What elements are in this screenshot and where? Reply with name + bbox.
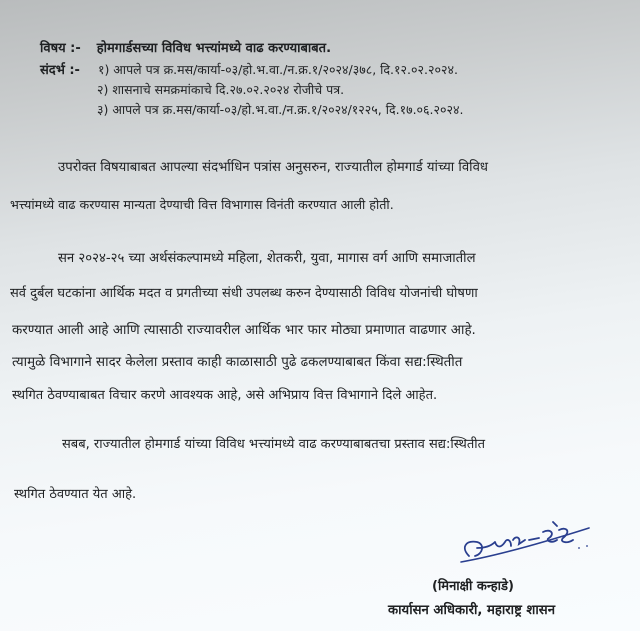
reference-item: ३) आपले पत्र क्र.मस/कार्या-०३/हो.भ.वा./न.क्र.१/२०२४/१२२५, दि.१७.०६.२०२४. — [97, 102, 464, 117]
paragraph-line: त्यामुळे विभागाने सादर केलेला प्रस्ताव काही काळासाठी पुढे ढकलण्याबाबत किंवा सद्य:स्थितीत — [12, 355, 463, 370]
paragraph-line: स्थगित ठेवण्यात येत आहे. — [14, 487, 137, 502]
paragraph-line: उपरोक्त विषयाबाबत आपल्या संदर्भाधिन पत्रांस अनुसरुन, राज्यातील होमगार्ड यांच्या विविध — [58, 160, 489, 175]
paragraph-line: स्थगित ठेवण्याबाबत विचार करणे आवश्यक आहे, असे अभिप्राय वित्त विभागाने दिले आहेत. — [12, 388, 438, 403]
reference-item: २) शासनाचे समक्रमांकाचे दि.२७.०२.२०२४ रोजीचे पत्र. — [97, 82, 345, 97]
reference-line-3 — [97, 102, 464, 118]
subject-text: होमगार्डसच्या विविध भत्त्यांमध्ये वाढ करण्याबाबत. — [96, 41, 332, 56]
references-label: संदर्भ :- — [40, 63, 80, 78]
paragraph-line: सबब, राज्यातील होमगार्ड यांच्या विविध भत्त्यांमध्ये वाढ करण्याबाबतचा प्रस्ताव सद्य:स्थितीत — [62, 437, 486, 452]
paragraph-line: सर्व दुर्बल घटकांना आर्थिक मदत व प्रगतीच्या संधी उपलब्ध करुन देण्यासाठी विविध योजनांची घोषणा — [10, 286, 478, 301]
subject-line — [40, 40, 331, 57]
reference-item: १) आपले पत्र क्र.मस/कार्या-०३/हो.भ.वा./न.क्र.१/२०२४/३७८, दि.१२.०२.२०२४. — [97, 62, 458, 77]
signature-icon — [455, 518, 595, 568]
paragraph-line: भत्त्यांमध्ये वाढ करण्यास मान्यता देण्याची वित्त विभागास विनंती करण्यात आली होती. — [10, 197, 394, 212]
reference-line-2 — [97, 82, 344, 98]
signatory-name: (मिनाक्षी कन्हाडे) — [432, 579, 514, 594]
handwritten-signature — [455, 518, 595, 568]
paragraph-line: करण्यात आली आहे आणि त्यासाठी राज्यावरील आर्थिक भार फार मोठ्या प्रमाणात वाढणार आहे. — [12, 323, 476, 338]
reference-line-1 — [40, 62, 458, 79]
paragraph-line: सन २०२४-२५ च्या अर्थसंकल्पामध्ये महिला, शेतकरी, युवा, मागास वर्ग आणि समाजातील — [58, 251, 476, 266]
subject-label: विषय :- — [40, 41, 81, 56]
signatory-designation: कार्यासन अधिकारी, महाराष्ट्र शासन — [388, 603, 556, 618]
